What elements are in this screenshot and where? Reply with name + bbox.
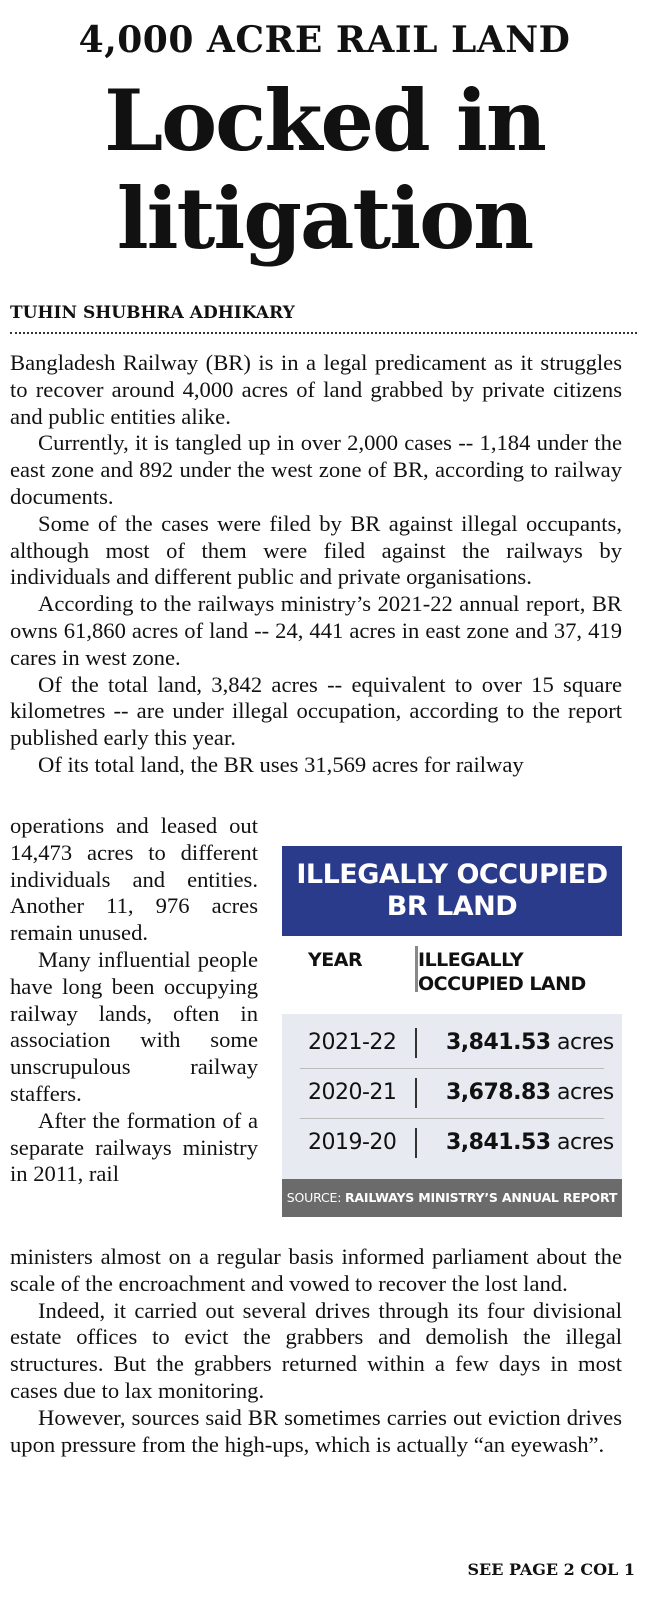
row-value <box>446 1118 614 1168</box>
article-body-bottom <box>10 1244 622 1458</box>
infobox-rows <box>282 1014 622 1169</box>
infobox-title-line-1: ILLEGALLY OCCUPIED <box>296 859 608 890</box>
row-divider <box>415 1128 417 1158</box>
row-year: 2020-21 <box>308 1080 397 1105</box>
source-label: SOURCE: <box>286 1190 345 1205</box>
kicker: 4,000 ACRE RAIL LAND <box>78 19 571 61</box>
column-header-year: YEAR <box>308 949 363 971</box>
paragraph: However, sources said BR sometimes carries out eviction drives upon pressure from the high-ups, which is actually “an eyewash”. <box>10 1404 622 1457</box>
row-value <box>446 1018 614 1068</box>
table-row <box>282 1018 622 1068</box>
paragraph: Of its total land, the BR uses 31,569 acres for railway <box>38 751 524 777</box>
paragraph: Indeed, it carried out several drives through its four divisional estate offices to evict the grabbers and demolish the illegal structures. But the grabbers returned within a few days in most cases due to lax monitoring. <box>10 1297 622 1403</box>
row-value <box>446 1068 614 1118</box>
row-unit: acres <box>550 1030 614 1055</box>
article-body-top <box>10 350 622 779</box>
headline-line-2: litigation <box>116 169 533 268</box>
row-year: 2021-22 <box>308 1030 397 1055</box>
dotted-divider <box>10 332 637 334</box>
column-header-land <box>418 948 586 996</box>
column-header-land-line-1: ILLEGALLY <box>418 949 524 971</box>
byline: TUHIN SHUBHRA ADHIKARY <box>10 303 295 323</box>
row-unit: acres <box>550 1130 614 1155</box>
infobox-column-headers <box>282 936 622 1014</box>
paragraph: operations and leased out 14,473 acres to different individuals and entities. Another 11, 976 acres remain unused. <box>10 813 258 946</box>
source-text: RAILWAYS MINISTRY’S ANNUAL REPORT <box>345 1190 618 1205</box>
table-row <box>282 1068 622 1118</box>
infobox-illegally-occupied-land <box>282 846 622 1217</box>
paragraph: Of the total land, 3,842 acres -- equivalent to over 15 square kilometres -- are under illegal occupation, according to the report published early this year. <box>10 671 622 751</box>
headline-line-1: Locked in <box>104 71 545 170</box>
column-header-land-line-2: OCCUPIED LAND <box>418 973 586 995</box>
paragraph: Currently, it is tangled up in over 2,000 cases -- 1,184 under the east zone and 892 under the west zone of BR, according to railway documents. <box>10 430 622 509</box>
row-year: 2019-20 <box>308 1130 397 1155</box>
row-number: 3,678.83 <box>446 1080 551 1105</box>
infobox-title-line-2: BR LAND <box>386 891 518 922</box>
infobox-title <box>282 846 622 936</box>
article-body-narrow-column <box>10 813 258 1188</box>
paragraph: According to the railways ministry’s 2021-22 annual report, BR owns 61,860 acres of land -- 24, 441 acres in east zone and 37, 419 cares in west zone. <box>10 591 622 670</box>
table-row <box>282 1118 622 1168</box>
row-number: 3,841.53 <box>446 1130 551 1155</box>
paragraph: Many influential people have long been occupying railway lands, often in association with some unscrupulous railway staffers. <box>10 946 258 1106</box>
paragraph: Bangladesh Railway (BR) is in a legal predicament as it struggles to recover around 4,000 acres of land grabbed by private citizens and public entities alike. <box>10 350 622 429</box>
headline <box>0 72 649 268</box>
jump-line[interactable]: SEE PAGE 2 COL 1 <box>467 1560 635 1579</box>
paragraph: After the formation of a separate railways ministry in 2011, rail <box>10 1107 258 1187</box>
infobox-source <box>282 1179 622 1217</box>
row-number: 3,841.53 <box>446 1030 551 1055</box>
paragraph: Some of the cases were filed by BR against illegal occupants, although most of them were filed against the railways by individuals and different public and private organisations. <box>10 510 622 590</box>
row-divider <box>415 1078 417 1108</box>
paragraph: ministers almost on a regular basis informed parliament about the scale of the encroachment and vowed to recover the lost land. <box>10 1244 622 1296</box>
row-divider <box>415 1028 417 1058</box>
row-unit: acres <box>550 1080 614 1105</box>
